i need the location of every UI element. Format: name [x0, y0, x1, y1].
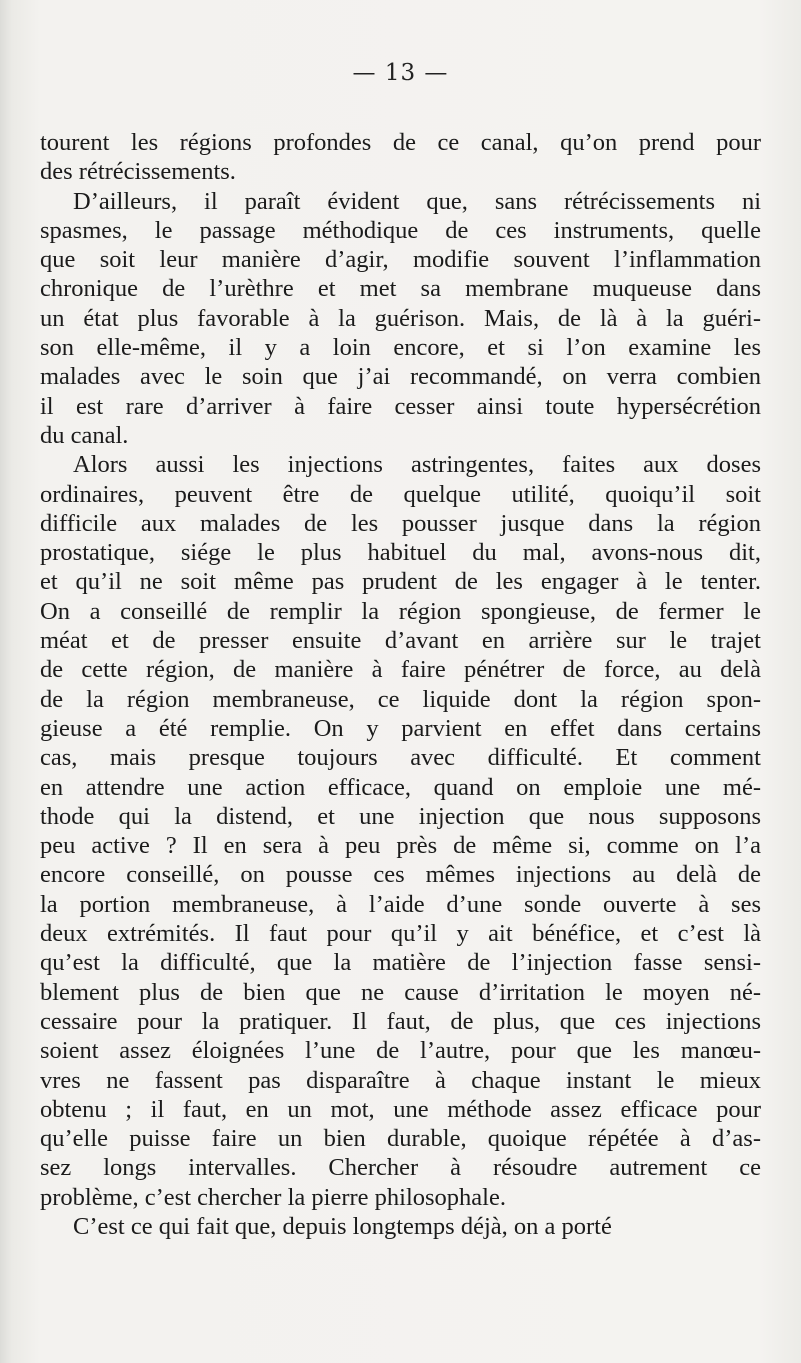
text-line: tourent les régions profondes de ce canal, qu’on prend pour: [40, 129, 761, 156]
text-line: soient assez éloignées l’une de l’autre, pour que les manœu-: [40, 1037, 761, 1065]
text-line: prostatique, siége le plus habituel du mal, avons-nous dit,: [40, 539, 761, 567]
text-line: blement plus de bien que ne cause d’irritation le moyen né-: [40, 978, 761, 1006]
text-line: deux extrémités. Il faut pour qu’il y ait bénéfice, et c’est là: [40, 920, 761, 948]
text-line: vres ne fassent pas disparaître à chaque instant le mieux: [40, 1066, 761, 1094]
text-line: difficile aux malades de les pousser jusque dans la région: [40, 509, 761, 537]
body-text: [40, 128, 761, 1241]
text-line: problème, c’est chercher la pierre philosophale.: [40, 1183, 506, 1211]
text-line: C’est ce qui fait que, depuis longtemps déjà, on a porté: [73, 1212, 612, 1240]
text-line: Alors aussi les injections astringentes, faites aux doses: [73, 451, 761, 479]
text-line: thode qui la distend, et une injection que nous supposons: [40, 802, 761, 830]
text-line: que soit leur manière d’agir, modifie souvent l’inflammation: [40, 246, 761, 274]
text-line: sez longs intervalles. Chercher à résoudre autrement ce: [40, 1154, 761, 1182]
text-line: de la région membraneuse, ce liquide dont la région spon-: [40, 685, 761, 713]
text-line: en attendre une action efficace, quand on emploie une mé-: [40, 773, 761, 801]
text-line: un état plus favorable à la guérison. Mais, de là à la guéri-: [40, 304, 761, 332]
text-line: de cette région, de manière à faire pénétrer de force, au delà: [40, 656, 761, 684]
text-line: spasmes, le passage méthodique de ces instruments, quelle: [40, 216, 761, 244]
text-line: cas, mais presque toujours avec difficulté. Et comment: [40, 744, 761, 772]
text-line: des rétrécissements.: [40, 158, 236, 186]
text-line: son elle-même, il y a loin encore, et si l’on examine les: [40, 334, 761, 362]
text-line: méat et de presser ensuite d’avant en arrière sur le trajet: [40, 627, 761, 655]
text-line: malades avec le soin que j’ai recommandé, on verra combien: [40, 363, 761, 391]
text-line: ordinaires, peuvent être de quelque utilité, quoiqu’il soit: [40, 480, 761, 508]
text-line: il est rare d’arriver à faire cesser ainsi toute hypersécrétion: [40, 392, 761, 420]
text-line: chronique de l’urèthre et met sa membrane muqueuse dans: [40, 275, 761, 303]
text-line: gieuse a été remplie. On y parvient en effet dans certains: [40, 714, 761, 742]
text-line: encore conseillé, on pousse ces mêmes injections au delà de: [40, 861, 761, 889]
text-line: qu’elle puisse faire un bien durable, quoique répétée à d’as-: [40, 1125, 761, 1153]
text-line: obtenu ; il faut, en un mot, une méthode assez efficace pour: [40, 1095, 761, 1123]
text-line: On a conseillé de remplir la région spongieuse, de fermer le: [40, 597, 761, 625]
page-number: — 13 —: [352, 60, 449, 86]
text-line: D’ailleurs, il paraît évident que, sans rétrécissements ni: [73, 187, 761, 215]
text-line: et qu’il ne soit même pas prudent de les engager à le tenter.: [40, 568, 761, 596]
text-line: du canal.: [40, 421, 129, 449]
text-line: peu active ? Il en sera à peu près de même si, comme on l’a: [40, 832, 761, 860]
text-line: la portion membraneuse, à l’aide d’une sonde ouverte à ses: [40, 890, 761, 918]
text-line: cessaire pour la pratiquer. Il faut, de plus, que ces injections: [40, 1007, 761, 1035]
text-line: qu’est la difficulté, que la matière de l’injection fasse sensi-: [40, 949, 761, 977]
